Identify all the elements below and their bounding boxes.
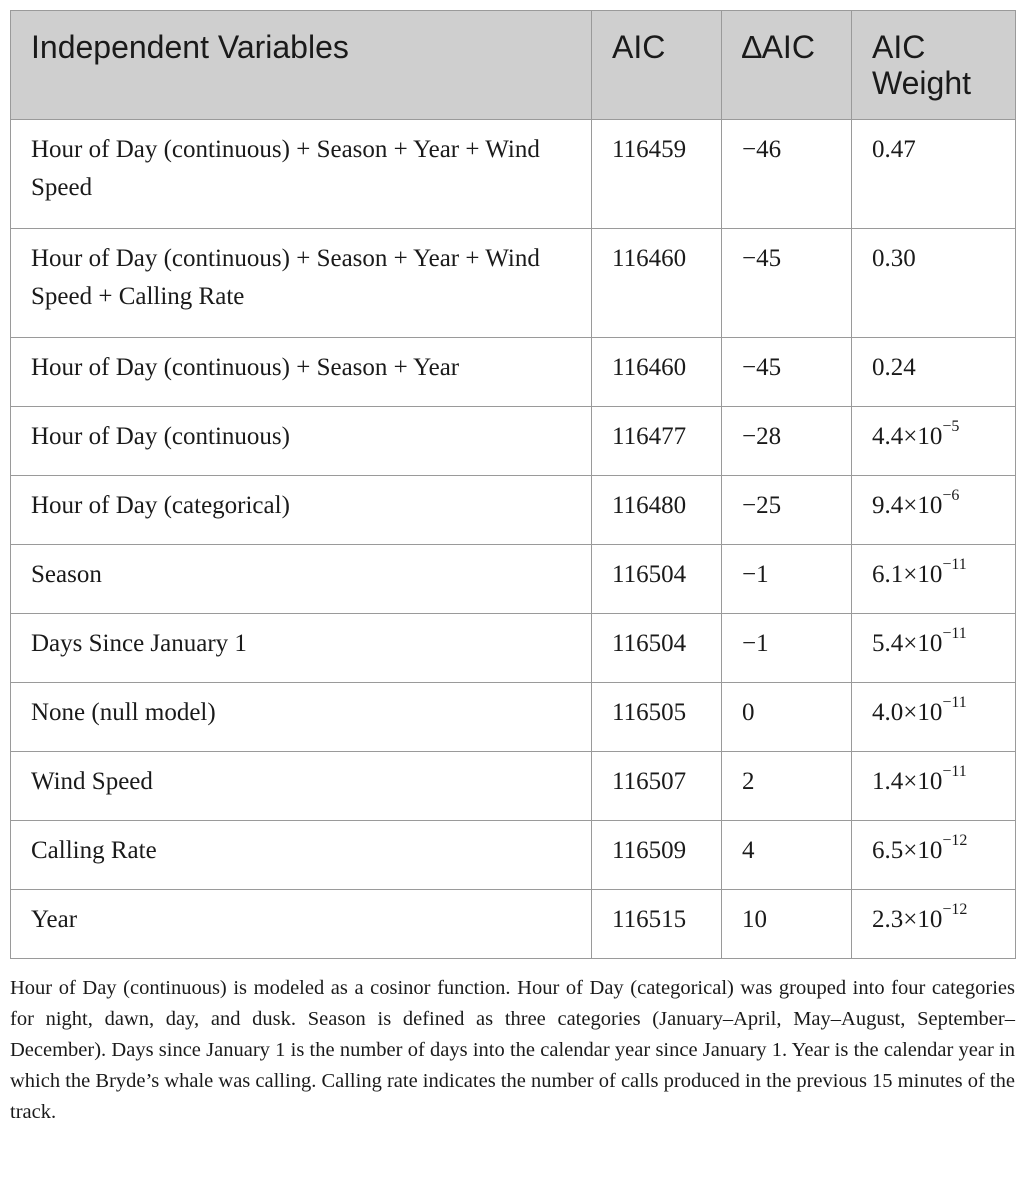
cell-delta-aic: 10 <box>722 890 852 959</box>
weight-exponent: −5 <box>942 417 960 435</box>
table-row <box>11 407 1016 476</box>
cell-variables: Days Since January 1 <box>11 614 592 683</box>
weight-base: 9.4×10 <box>872 492 943 519</box>
cell-delta-aic: −1 <box>722 614 852 683</box>
cell-delta-aic: 2 <box>722 752 852 821</box>
cell-aic-weight <box>852 683 1016 752</box>
weight-base: 6.5×10 <box>872 837 943 864</box>
weight-exponent: −11 <box>942 762 967 780</box>
cell-aic-weight <box>852 614 1016 683</box>
cell-delta-aic: −45 <box>722 338 852 407</box>
cell-aic: 116477 <box>592 407 722 476</box>
weight-value: 0.30 <box>872 245 916 272</box>
cell-aic: 116505 <box>592 683 722 752</box>
cell-delta-aic: −25 <box>722 476 852 545</box>
table-header-row <box>11 11 1016 120</box>
weight-base: 2.3×10 <box>872 906 943 933</box>
table-row <box>11 229 1016 338</box>
weight-exponent: −11 <box>942 555 967 573</box>
cell-aic: 116460 <box>592 338 722 407</box>
cell-aic-weight <box>852 545 1016 614</box>
cell-delta-aic: 4 <box>722 821 852 890</box>
cell-aic-weight <box>852 890 1016 959</box>
cell-variables: Hour of Day (continuous) + Season + Year <box>11 338 592 407</box>
cell-delta-aic: 0 <box>722 683 852 752</box>
cell-delta-aic: −46 <box>722 120 852 229</box>
cell-aic-weight <box>852 120 1016 229</box>
cell-aic: 116509 <box>592 821 722 890</box>
cell-aic: 116504 <box>592 614 722 683</box>
aic-model-table <box>10 10 1016 959</box>
weight-base: 5.4×10 <box>872 630 943 657</box>
cell-aic: 116460 <box>592 229 722 338</box>
cell-aic-weight <box>852 338 1016 407</box>
cell-delta-aic: −28 <box>722 407 852 476</box>
cell-aic-weight <box>852 407 1016 476</box>
cell-variables: Hour of Day (categorical) <box>11 476 592 545</box>
cell-variables: Hour of Day (continuous) <box>11 407 592 476</box>
cell-aic: 116459 <box>592 120 722 229</box>
header-aic-weight: AIC Weight <box>852 11 1016 120</box>
cell-variables: Hour of Day (continuous) + Season + Year + Wind Speed <box>11 120 592 229</box>
aic-table-container <box>10 10 1015 959</box>
header-aic: AIC <box>592 11 722 120</box>
cell-variables: Calling Rate <box>11 821 592 890</box>
table-row <box>11 821 1016 890</box>
weight-exponent: −12 <box>942 900 968 918</box>
table-row <box>11 476 1016 545</box>
cell-aic: 116480 <box>592 476 722 545</box>
weight-value: 0.24 <box>872 354 916 381</box>
weight-value: 0.47 <box>872 136 916 163</box>
weight-base: 1.4×10 <box>872 768 943 795</box>
cell-aic-weight <box>852 821 1016 890</box>
table-row <box>11 614 1016 683</box>
table-row <box>11 545 1016 614</box>
table-footnote: Hour of Day (continuous) is modeled as a cosinor function. Hour of Day (categorical) was grouped into four categories for night, dawn, day, and dusk. Season is defined as three categories (January–April, May–August, September–December). Days since January 1 is the number of days into the calendar year since January 1. Year is the calendar year in which the Bryde’s whale was calling. Calling rate indicates the number of calls produced in the previous 15 minutes of the track. <box>10 977 1015 1123</box>
weight-base: 4.4×10 <box>872 423 943 450</box>
table-row <box>11 120 1016 229</box>
weight-exponent: −11 <box>942 624 967 642</box>
cell-variables: Season <box>11 545 592 614</box>
weight-exponent: −12 <box>942 831 968 849</box>
weight-base: 6.1×10 <box>872 561 943 588</box>
cell-aic: 116515 <box>592 890 722 959</box>
cell-aic-weight <box>852 229 1016 338</box>
cell-delta-aic: −45 <box>722 229 852 338</box>
weight-base: 4.0×10 <box>872 699 943 726</box>
header-independent-variables: Independent Variables <box>11 11 592 120</box>
cell-aic: 116504 <box>592 545 722 614</box>
table-row <box>11 683 1016 752</box>
cell-variables: None (null model) <box>11 683 592 752</box>
cell-variables: Hour of Day (continuous) + Season + Year + Wind Speed + Calling Rate <box>11 229 592 338</box>
cell-variables: Year <box>11 890 592 959</box>
cell-aic: 116507 <box>592 752 722 821</box>
cell-aic-weight <box>852 752 1016 821</box>
header-delta-aic: ∆AIC <box>722 11 852 120</box>
table-row <box>11 338 1016 407</box>
cell-delta-aic: −1 <box>722 545 852 614</box>
table-row <box>11 890 1016 959</box>
cell-aic-weight <box>852 476 1016 545</box>
weight-exponent: −6 <box>942 486 960 504</box>
table-row <box>11 752 1016 821</box>
cell-variables: Wind Speed <box>11 752 592 821</box>
weight-exponent: −11 <box>942 693 967 711</box>
